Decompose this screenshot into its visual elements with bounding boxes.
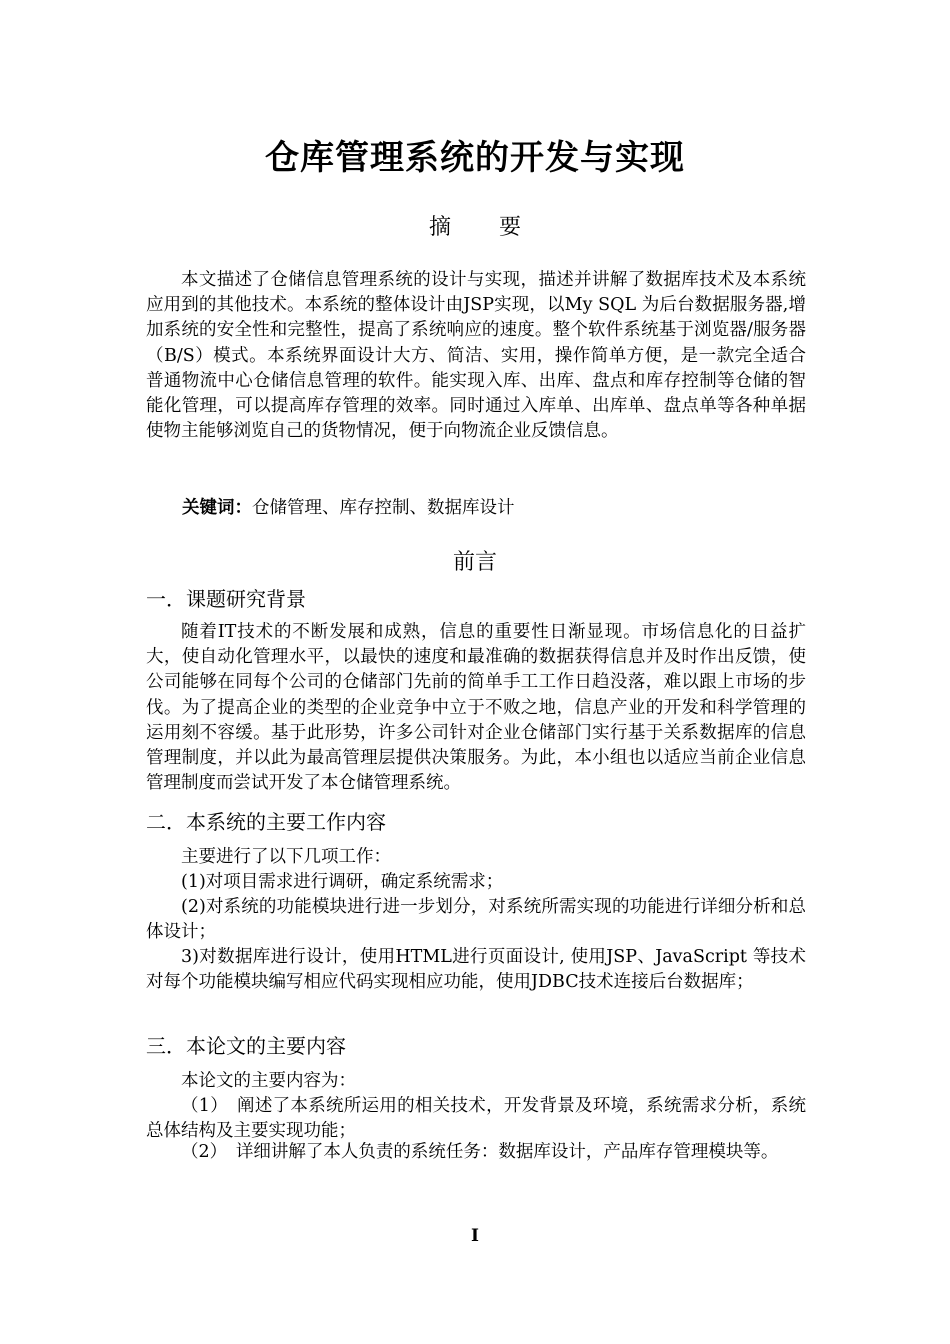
abstract-paragraph: 本文描述了仓储信息管理系统的设计与实现，描述并讲解了数据库技术及本系统应用到的其他技术。本系统的整体设计由JSP实现，以My SQL 为后台数据服务器,增加系统的安全性和完整性，提高了系统响应的速度。整个软件系统基于浏览器/服务器（B/S）模式。本系统界面设计大方、简洁、实用，操作简单方便，是一款完全适合普通物流中心仓储信息管理的软件。能实现入库、出库、盘点和库存控制等仓储的智能化管理，可以提高库存管理的效率。同时通过入库单、出库单、盘点单等各种单据使物主能够浏览自己的货物情况，便于向物流企业反馈信息。 xyxy=(146,270,806,442)
preface-heading: 前言 xyxy=(452,550,497,575)
section-paragraph: 本论文的主要内容为： xyxy=(181,1071,356,1091)
abstract-heading: 摘要 xyxy=(428,215,569,240)
section-heading: 二．本系统的主要工作内容 xyxy=(146,810,386,834)
keywords-label: 关键词： xyxy=(182,498,252,518)
section-paragraph: 主要进行了以下几项工作： xyxy=(181,847,391,867)
section-heading: 三．本论文的主要内容 xyxy=(146,1034,346,1058)
section-paragraph: （1） 阐述了本系统所运用的相关技术，开发背景及环境，系统需求分析，系统总体结构及主要实现功能； xyxy=(146,1096,806,1142)
section-paragraph: 随着IT技术的不断发展和成熟，信息的重要性日渐显现。市场信息化的日益扩大，使自动化管理水平，以最快的速度和最准确的数据获得信息并及时作出反馈，使公司能够在同每个公司的仓储部门先前的简单手工工作日趋没落，难以跟上市场的步伐。为了提高企业的类型的企业竞争中立于不败之地，信息产业的开发和科学管理的运用刻不容缓。基于此形势，许多公司针对企业仓储部门实行基于关系数据库的信息管理制度，并以此为最高管理层提供决策服务。为此，本小组也以适应当前企业信息管理制度而尝试开发了本仓储管理系统。 xyxy=(146,622,806,794)
keywords-line xyxy=(182,494,515,519)
section-paragraph: （2） 详细讲解了本人负责的系统任务：数据库设计，产品库存管理模块等。 xyxy=(181,1142,779,1162)
section-paragraph: (2)对系统的功能模块进行进一步划分，对系统所需实现的功能进行详细分析和总体设计； xyxy=(146,897,806,943)
page-number: I xyxy=(471,1226,479,1246)
section-paragraph: 3)对数据库进行设计，使用HTML进行页面设计, 使用JSP、JavaScript 等技术对每个功能模块编写相应代码实现相应功能，使用JDBC技术连接后台数据库； xyxy=(146,947,806,993)
keywords-value: 仓储管理、库存控制、数据库设计 xyxy=(252,498,515,518)
section-heading: 一．课题研究背景 xyxy=(146,587,306,611)
section-paragraph: (1)对项目需求进行调研，确定系统需求； xyxy=(181,872,504,892)
document-title: 仓库管理系统的开发与实现 xyxy=(265,138,685,178)
